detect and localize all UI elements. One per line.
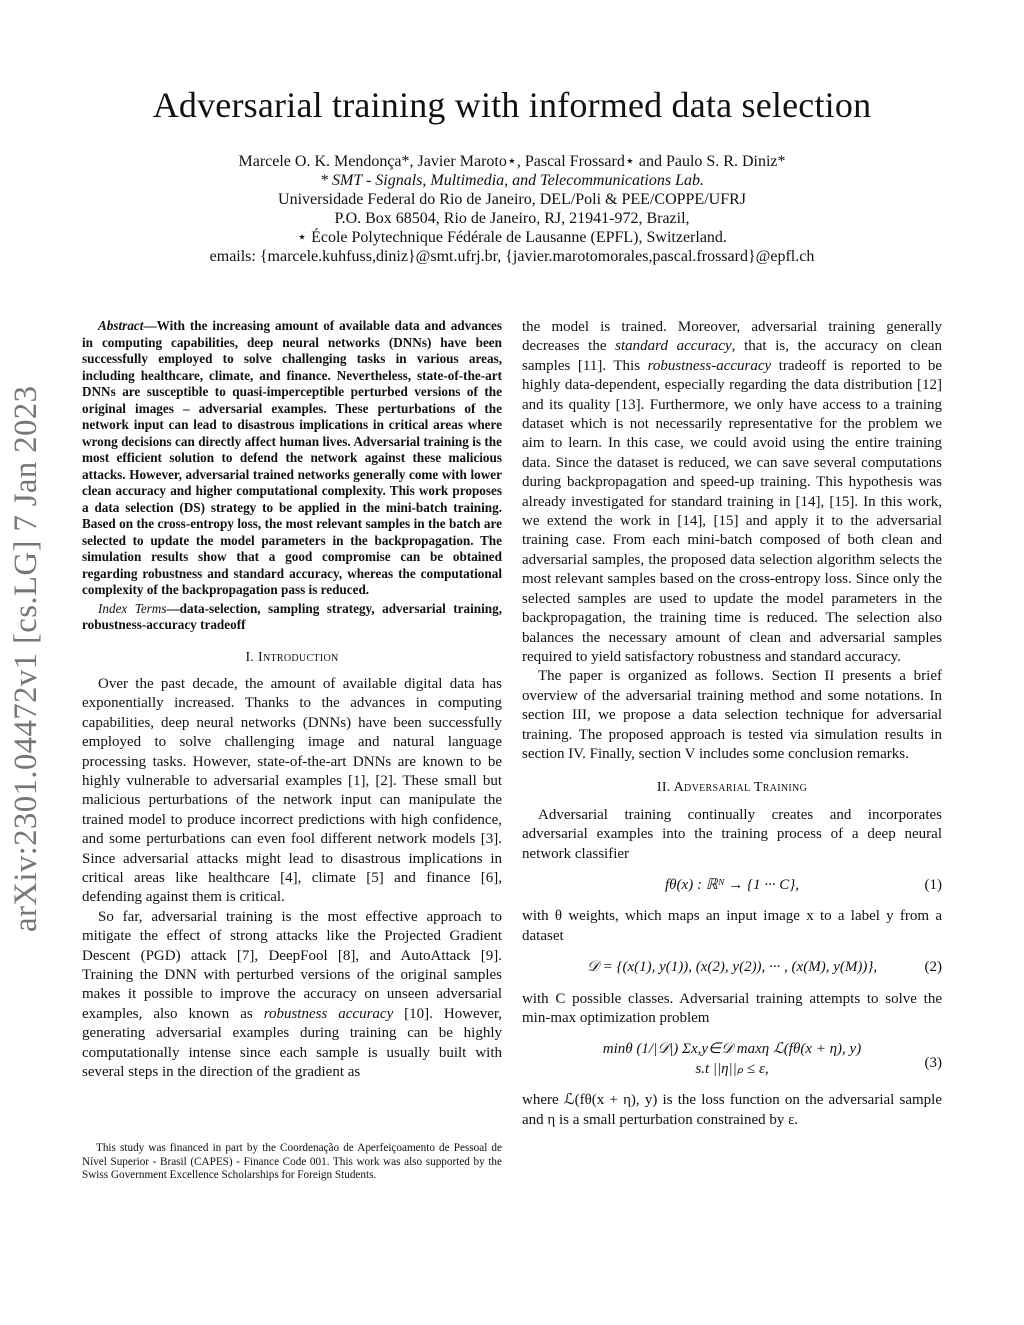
index-terms (82, 601, 502, 634)
paper-title: Adversarial training with informed data selection (152, 85, 872, 125)
affiliation-address: P.O. Box 68504, Rio de Janeiro, RJ, 21941-972, Brazil, (334, 210, 690, 227)
intro-p2-emphasis: robustness accuracy (263, 1005, 394, 1022)
footnote-funding: This study was financed in part by the Coordenação de Aperfeiçoamento de Pessoal de Nível Superior - Brasil (CAPES) - Finance Code 001. This work was also supported by the Swiss Government Excellence Scholarships for Foreign Students. (82, 1142, 502, 1181)
index-terms-text: —data-selection, sampling strategy, adversarial training, robustness-accuracy tradeoff (82, 600, 502, 632)
adv-paragraph-2: with θ weights, which maps an input image x to a label y from a dataset (522, 908, 942, 944)
author-block (0, 152, 1024, 266)
intro-paragraph-1: Over the past decade, the amount of available digital data has exponentially increased. Thanks to the advances in computing capabilities, deep neural networks (DNNs) have been successfully employed to solve challenging image and natural language processing tasks. However, state-of-the-art DNNs are known to be highly vulnerable to adversarial examples [1], [2]. These small but malicious perturbations of the network input can manipulate the trained model to produce incorrect predictions with high confidence, and some perturbations can even fool different network models [3]. Since adversarial attacks might lead to disastrous implications in critical areas like healthcare [4], climate [5] and finance [6], defending against them is critical. (82, 675, 502, 906)
adv-paragraph-4: where ℒ(fθ(x + η), y) is the loss function on the adversarial sample and η is a small perturbation constrained by ε. (522, 1092, 942, 1128)
intro-p2-part2: [10]. However, generating adversarial examples during training can be highly computationally intense since each sample is usually built with several steps in the direction of the gradient as (82, 1005, 502, 1081)
affiliation-lab: * SMT - Signals, Multimedia, and Telecommunications Lab. (320, 172, 704, 189)
adv-paragraph-3: with C possible classes. Adversarial training attempts to solve the min-max optimization problem (522, 990, 942, 1026)
abstract-label: Abstract (98, 318, 144, 333)
right-paragraph-2: The paper is organized as follows. Section II presents a brief overview of the adversarial training method and some notations. In section III, we propose a data selection technique for adversarial training. The proposed approach is tested via simulation results in section IV. Finally, section V includes some conclusion remarks. (522, 668, 942, 762)
right-p1-part1: the model is trained. Moreover, adversarial training generally decreases the (522, 319, 942, 355)
equation-3-number: (3) (924, 1055, 942, 1072)
abstract-text: —With the increasing amount of available data and advances in computing capabilities, deep neural networks (DNNs) have been successfully employed to solve challenging tasks in various areas, including healthcare, climate, and finance. Nevertheless, state-of-the-art DNNs are susceptible to quasi-imperceptible perturbed versions of the original images – adversarial examples. These perturbations of the network input can lead to disastrous implications in critical areas where wrong decisions can directly affect human lives. Adversarial training is the most efficient solution to defend the network against these malicious attacks. However, adversarial trained networks generally come with lower clean accuracy and higher computational complexity. This work proposes a data selection (DS) strategy to be applied in the mini-batch training. Based on the cross-entropy loss, the most relevant samples in the batch are selected to update the model parameters in the backpropagation. The simulation results show that a good compromise can be obtained regarding robustness and standard accuracy, whereas the computational complexity of the backpropagation pass is reduced. (82, 318, 502, 597)
intro-paragraph-2 (82, 908, 502, 1083)
equation-3-line-1: minθ (1/|𝒟|) Σx,y∈𝒟 maxη ℒ(fθ(x + η), y) (602, 1041, 862, 1058)
equation-2-body: 𝒟 = {(x(1), y(1)), (x(2), y(2)), ··· , (x(M), y(M))}, (586, 959, 878, 976)
equation-2 (522, 958, 942, 977)
equation-1 (522, 876, 942, 895)
equation-3 (522, 1040, 942, 1079)
index-terms-label: Index Terms (98, 600, 167, 616)
equation-3-line-2: s.t ||η||ₚ ≤ ε, (695, 1060, 769, 1077)
affiliation-epfl: ⋆ École Polytechnique Fédérale de Lausanne (EPFL), Switzerland. (297, 229, 727, 246)
equation-2-number: (2) (924, 959, 942, 976)
affiliation-university: Universidade Federal do Rio de Janeiro, DEL/Poli & PEE/COPPE/UFRJ (278, 191, 746, 208)
right-column (522, 318, 942, 1130)
equation-1-number: (1) (924, 876, 942, 893)
section-adversarial-title: II. Adversarial Training (656, 780, 808, 796)
left-column (82, 318, 502, 1082)
abstract (82, 318, 502, 599)
author-emails: emails: {marcele.kuhfuss,diniz}@smt.ufrj.br, {javier.marotomorales,pascal.frossard}@epfl.ch (209, 248, 815, 265)
section-introduction-title: I. Introduction (245, 649, 339, 665)
right-p1-emphasis-2: robustness-accuracy (647, 357, 772, 374)
author-names: Marcele O. K. Mendonça*, Javier Maroto⋆, Pascal Frossard⋆ and Paulo S. R. Diniz* (238, 153, 786, 170)
intro-p2-part1: So far, adversarial training is the most effective approach to mitigate the effect of strong attacks like the Projected Gradient Descent (PGD) attack [7], DeepFool [8], and AutoAttack [9]. Training the DNN with perturbed versions of the original samples makes it possible to improve the accuracy on unseen adversarial examples, also known as (82, 908, 502, 1022)
right-p1-emphasis-1: standard accuracy (615, 338, 732, 355)
right-p1-part3: tradeoff is reported to be highly data-dependent, especially regarding the data distribution [12] and its quality [13]. Furthermore, we only have access to a training dataset which is not necessarily representative for the problem we aim to learn. In this case, we could avoid using the entire training data. Since the dataset is reduced, we can save several computations during backpropagation and speed-up training. This hypothesis was already investigated for standard training in [14], [15]. In this work, we extend the work in [14], [15] and apply it to the adversarial training case. From each mini-batch composed of both clean and adversarial samples, the proposed data selection algorithm selects the most relevant samples based on the cross-entropy loss. Since only the selected samples are used to update the model parameters in the backpropagation, the training time is reduced. The selection also balances the necessary amount of clean and adversarial samples required to yield satisfactory robustness and standard accuracy. (522, 357, 942, 665)
arxiv-identifier: arXiv:2301.04472v1 [cs.LG] 7 Jan 2023 (8, 385, 44, 932)
equation-1-body: fθ(x) : ℝᴺ → {1 ··· C}, (665, 876, 799, 893)
right-paragraph-1 (522, 318, 942, 667)
adv-paragraph-1: Adversarial training continually creates and incorporates adversarial examples into the training process of a deep neural network classifier (522, 806, 942, 862)
right-p1-part2: , that is, the accuracy on clean samples [11]. This (522, 338, 942, 374)
